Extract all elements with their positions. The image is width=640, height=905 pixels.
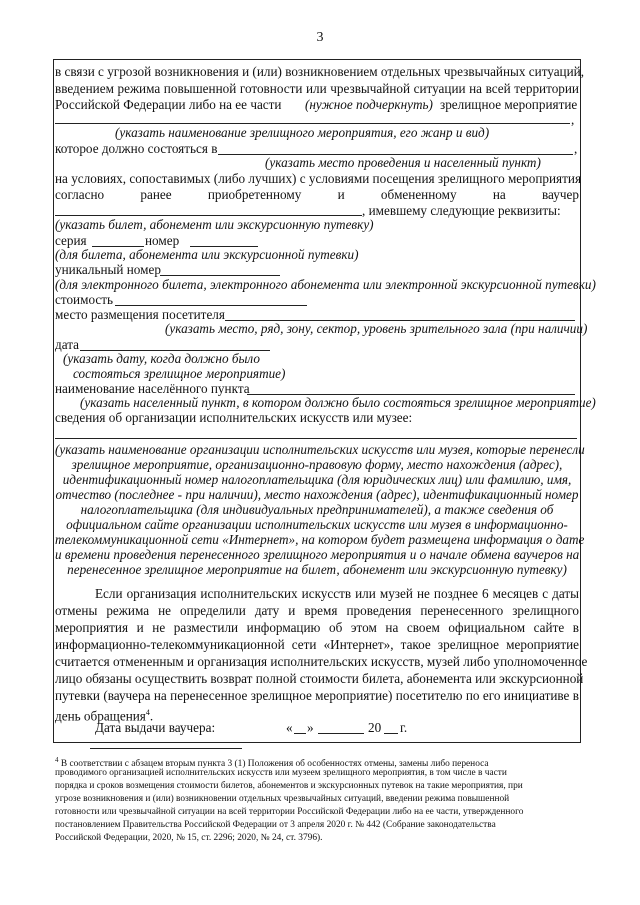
voucher-word-3: приобретенному: [207, 187, 302, 202]
series-label: серия: [55, 233, 87, 248]
voucher-word-5: обмененному: [380, 187, 457, 202]
footnote-line-7: Российской Федерации, 2020, № 15, ст. 2296; 2020, № 24, ст. 3796).: [55, 833, 323, 843]
issue-month-field[interactable]: [318, 733, 364, 734]
issue-date-quote-open: «: [286, 720, 293, 735]
notice-line-5: считается отмененным и организация исполнительских искусств, музей либо уполномоченное: [55, 654, 588, 669]
unique-number-label: уникальный номер: [55, 262, 161, 277]
form-line-3a: Российской Федерации либо на ее части: [55, 97, 282, 112]
number-label: номер: [145, 233, 180, 248]
unique-number-field[interactable]: [160, 275, 280, 276]
series-number-hint: (для билета, абонемента или экскурсионной путевки): [55, 247, 359, 262]
org-hint-4: отчество (последнее - при наличии), место нахождения (адрес), идентификационный номер: [55, 487, 579, 502]
form-line-3-note: (нужное подчеркнуть): [305, 97, 433, 112]
org-info-field[interactable]: [55, 438, 577, 439]
org-hint-6: официальном сайте организации исполнительских искусств или музея в информационно-: [66, 517, 568, 532]
ticket-type-hint: (указать билет, абонемент или экскурсионную путевку): [55, 217, 374, 232]
org-hint-3: идентификационный номер налогоплательщика (для юридических лиц) или фамилию, имя,: [62, 472, 572, 487]
voucher-word-7: ваучер: [542, 187, 579, 202]
footnote-separator: [90, 748, 242, 749]
ticket-type-field[interactable]: [55, 215, 362, 216]
notice-line-6: лицо обязаны осуществить возврат полной стоимости билета, абонемента или экскурсионной: [55, 671, 584, 686]
price-field[interactable]: [115, 305, 307, 306]
unique-number-hint: (для электронного билета, электронного абонемента или электронной экскурсионной путевки): [55, 277, 596, 292]
org-hint-9: перенесенное зрелищное мероприятие на билет, абонемент или экскурсионную путевку): [67, 562, 567, 577]
date-label: дата: [55, 337, 79, 352]
org-hint-5: налогоплательщика (для индивидуальных предпринимателей), а также сведения об: [80, 502, 554, 517]
footnote-line-2: проводимого организацией исполнительских искусств или музеем зрелищного мероприятия, в том числе в части: [55, 768, 507, 778]
voucher-word-1: согласно: [55, 187, 105, 202]
footnote-ref[interactable]: 4: [145, 708, 150, 717]
footnote-line-4: угрозе возникновения и (или) возникновении отдельных чрезвычайных ситуаций, введении режима повышенной: [55, 794, 510, 804]
seat-hint: (указать место, ряд, зону, сектор, уровень зрительного зала (при наличии): [165, 321, 588, 336]
voucher-word-4: и: [337, 187, 345, 202]
city-hint: (указать населенный пункт, в котором должно было состояться зрелищное мероприятие): [80, 395, 596, 410]
footnote-line-6: постановлением Правительства Российской Федерации от 3 апреля 2020 г. № 442 (Собрание законодательства: [55, 820, 496, 830]
notice-line-2: отмены режима не определили дату и время проведения перенесенного зрелищного: [55, 603, 579, 618]
org-hint-8: и времени проведения перенесенного зрелищного мероприятия и о начале обмена ваучеров на: [55, 547, 580, 562]
issue-year-prefix: 20: [368, 720, 382, 735]
org-info-label: сведения об организации исполнительских искусств или музее:: [55, 410, 413, 425]
footnote-line-5: готовности или чрезвычайной ситуации на всей территории Российской Федерации либо на ее части, утвержденного: [55, 807, 524, 817]
notice-last-text: день обращения: [55, 708, 146, 724]
notice-line-7: путевки (ваучера на перенесенное зрелищное мероприятие) посетителю по его инициативе в: [55, 688, 579, 703]
footnote-text-1: В соответствии с абзацем вторым пункта 3 (1) Положения об особенностях отмены, замены либо переноса: [60, 759, 489, 770]
event-name-comma: ,: [571, 112, 575, 127]
org-hint-7: телекоммуникационной сети «Интернет», на котором будет размещена информация о дате: [55, 532, 585, 547]
date-hint-1: (указать дату, когда должно было: [63, 351, 260, 366]
seat-label: место размещения посетителя: [55, 307, 225, 322]
form-line-3c: зрелищное мероприятие: [440, 97, 578, 112]
venue-hint: (указать место проведения и населенный пункт): [265, 155, 541, 170]
footnote-line-3: порядка и сроков возмещения стоимости билетов, абонементов и экскурсионных путевок на такие мероприятия, при: [55, 781, 523, 791]
issue-year-field[interactable]: [384, 733, 398, 734]
city-label: наименование населённого пункта: [55, 381, 250, 396]
form-line-2: введением режима повышенной готовности или чрезвычайной ситуации на всей территории: [55, 81, 579, 96]
org-hint-1: (указать наименование организации исполнительских искусств или музея, которые перенесли: [55, 442, 585, 457]
notice-line-1: Если организация исполнительских искусств или музей не позднее 6 месяцев с даты: [95, 586, 579, 601]
org-hint-2: зрелищное мероприятие, организационно-правовую форму, место нахождения (адрес),: [71, 457, 563, 472]
notice-line-4: информационно-телекоммуникационной сети «Интернет», такое зрелищное мероприятие: [55, 637, 579, 652]
date-hint-2: состояться зрелищное мероприятие): [73, 366, 286, 381]
notice-line-3: мероприятия и не разместили информацию об этом на своем официальном сайте в: [55, 620, 579, 635]
event-name-field[interactable]: [55, 123, 570, 124]
issue-year-suffix: г.: [400, 720, 408, 735]
venue-label: которое должно состояться в: [55, 141, 218, 156]
voucher-line: [55, 187, 579, 202]
form-line-1: в связи с угрозой возникновения и (или) возникновением отдельных чрезвычайных ситуаций,: [55, 64, 585, 79]
conditions-line: на условиях, сопоставимых (либо лучших) с условиями посещения зрелищного мероприятия: [55, 171, 582, 186]
footnote-mark: 4: [55, 756, 59, 764]
voucher-word-2: ранее: [140, 187, 172, 202]
venue-comma: ,: [574, 141, 578, 156]
notice-period: .: [149, 708, 154, 724]
page-number: 3: [316, 30, 324, 45]
issue-date-quote-close: »: [307, 720, 314, 735]
voucher-word-6: на: [492, 187, 506, 202]
price-label: стоимость: [55, 292, 113, 307]
ticket-details-label: , имевшему следующие реквизиты:: [362, 203, 561, 218]
issue-day-field[interactable]: [294, 733, 306, 734]
issue-date-label: Дата выдачи ваучера:: [95, 720, 216, 735]
event-name-hint: (указать наименование зрелищного мероприятия, его жанр и вид): [115, 125, 490, 140]
